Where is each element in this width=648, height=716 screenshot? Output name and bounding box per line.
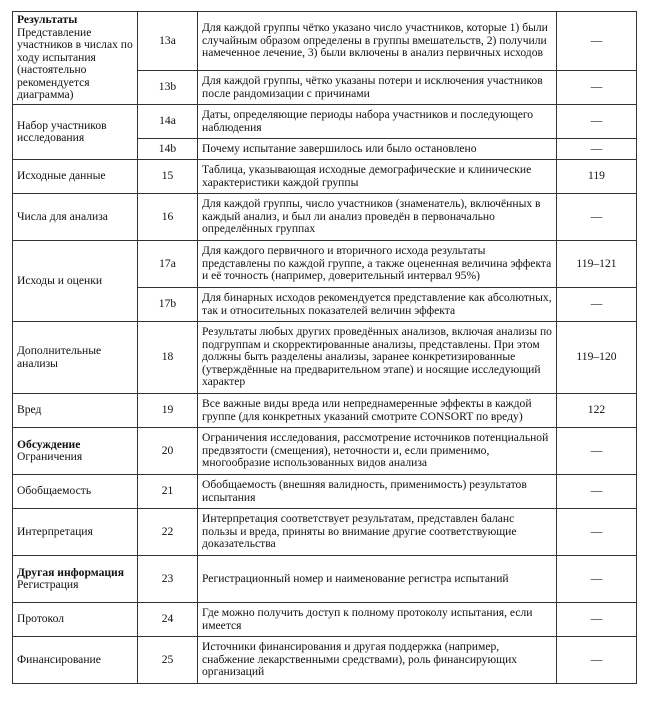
section-label: Протокол — [17, 612, 64, 626]
checklist-row — [13, 428, 637, 475]
section-label: Интерпретация — [17, 524, 93, 538]
item-number: 15 — [138, 160, 198, 194]
page-reference: — — [557, 475, 637, 509]
item-description: Для каждого первичного и вторичного исхода результаты представлены по каждой группе, а также оцененная величина эффекта и её точность (например, доверительный интервал 95%) — [198, 241, 557, 288]
section-label: Обобщаемость — [17, 484, 92, 498]
item-description: Даты, определяющие периоды набора участников и последующего наблюдения — [198, 105, 557, 139]
page-reference: 122 — [557, 394, 637, 428]
checklist-row — [13, 475, 637, 509]
section-heading: Результаты — [17, 13, 78, 27]
page-reference: — — [557, 556, 637, 603]
page-reference: 119–120 — [557, 322, 637, 394]
page-reference: — — [557, 637, 637, 684]
page-reference: 119–121 — [557, 241, 637, 288]
section-label: Финансирование — [17, 652, 101, 666]
section-label: Исходы и оценки — [17, 273, 103, 287]
item-number: 22 — [138, 509, 198, 556]
item-number: 13b — [138, 71, 198, 105]
section-cell — [13, 322, 138, 394]
item-description: Результаты любых других проведённых анализов, включая анализы по подгруппам и скорректированные анализы, представлены. При этом должны быть разделены анализы, заранее конкретизированные (утверждённые на предварительном этапе) и носящие исследующий характер — [198, 322, 557, 394]
item-description: Для бинарных исходов рекомендуется представление как абсолютных, так и относительных показателей величин эффекта — [198, 288, 557, 322]
item-number: 24 — [138, 603, 198, 637]
section-label: Числа для анализа — [17, 209, 108, 223]
section-cell — [13, 160, 138, 194]
item-number: 14a — [138, 105, 198, 139]
section-label: Дополнительные анализы — [17, 344, 102, 370]
checklist-row — [13, 12, 637, 71]
consort-checklist-table — [12, 11, 637, 684]
page-reference: — — [557, 71, 637, 105]
item-number: 20 — [138, 428, 198, 475]
item-description: Все важные виды вреда или непреднамеренные эффекты в каждой группе (для конкретных указаний смотрите CONSORT по вреду) — [198, 394, 557, 428]
page-reference: — — [557, 288, 637, 322]
section-label: Вред — [17, 403, 42, 417]
item-description: Источники финансирования и другая поддержка (например, снабжение лекарственными средствами), роль финансирующих организаций — [198, 637, 557, 684]
checklist-row — [13, 394, 637, 428]
checklist-row — [13, 637, 637, 684]
item-number: 17a — [138, 241, 198, 288]
checklist-row — [13, 241, 637, 288]
checklist-row — [13, 322, 637, 394]
item-number: 19 — [138, 394, 198, 428]
item-number: 18 — [138, 322, 198, 394]
section-label: Исходные данные — [17, 169, 106, 183]
section-cell — [13, 105, 138, 160]
section-cell — [13, 475, 138, 509]
section-heading: Другая информация — [17, 565, 124, 579]
section-cell — [13, 556, 138, 603]
page-reference: — — [557, 194, 637, 241]
item-number: 13a — [138, 12, 198, 71]
page-reference: — — [557, 105, 637, 139]
section-heading: Обсуждение — [17, 437, 81, 451]
item-description: Где можно получить доступ к полному протоколу испытания, если имеется — [198, 603, 557, 637]
item-number: 16 — [138, 194, 198, 241]
item-number: 17b — [138, 288, 198, 322]
item-description: Регистрационный номер и наименование регистра испытаний — [198, 556, 557, 603]
item-description: Ограничения исследования, рассмотрение источников потенциальной предвзятости (смещения), неточности и, если применимо, многообразие использованных видов анализа — [198, 428, 557, 475]
item-number: 21 — [138, 475, 198, 509]
page-reference: — — [557, 12, 637, 71]
item-description: Обобщаемость (внешняя валидность, применимость) результатов испытания — [198, 475, 557, 509]
item-description: Для каждой группы, число участников (знаменатель), включённых в каждый анализ, и был ли анализ проведён в первоначально определённых группах — [198, 194, 557, 241]
section-cell — [13, 12, 138, 105]
page-reference: — — [557, 428, 637, 475]
section-cell — [13, 637, 138, 684]
page-reference: — — [557, 139, 637, 160]
checklist-row — [13, 603, 637, 637]
section-label: Представление участников в числах по ходу испытания (настоятельно рекомендуется диаграмма) — [17, 25, 133, 102]
section-label: Набор участников исследования — [17, 118, 107, 144]
page-reference: 119 — [557, 160, 637, 194]
checklist-body — [13, 12, 637, 684]
page-reference: — — [557, 603, 637, 637]
section-cell — [13, 603, 138, 637]
item-description: Почему испытание завершилось или было остановлено — [198, 139, 557, 160]
section-cell — [13, 194, 138, 241]
item-description: Таблица, указывающая исходные демографические и клинические характеристики каждой группы — [198, 160, 557, 194]
checklist-row — [13, 509, 637, 556]
section-cell — [13, 428, 138, 475]
item-number: 23 — [138, 556, 198, 603]
item-description: Интерпретация соответствует результатам, представлен баланс пользы и вреда, приняты во внимание другие соответствующие доказательства — [198, 509, 557, 556]
section-label: Регистрация — [17, 578, 79, 591]
item-description: Для каждой группы, чётко указаны потери и исключения участников после рандомизации с причинами — [198, 71, 557, 105]
item-number: 14b — [138, 139, 198, 160]
section-cell — [13, 394, 138, 428]
checklist-row — [13, 105, 637, 139]
section-label: Ограничения — [17, 450, 83, 463]
checklist-row — [13, 556, 637, 603]
page-reference: — — [557, 509, 637, 556]
section-cell — [13, 509, 138, 556]
section-cell — [13, 241, 138, 322]
checklist-row — [13, 194, 637, 241]
item-description: Для каждой группы чётко указано число участников, которые 1) были случайным образом определены в группы вмешательств, 2) получили намеченное лечение, 3) были включены в анализ первичных исходов — [198, 12, 557, 71]
checklist-row — [13, 160, 637, 194]
item-number: 25 — [138, 637, 198, 684]
